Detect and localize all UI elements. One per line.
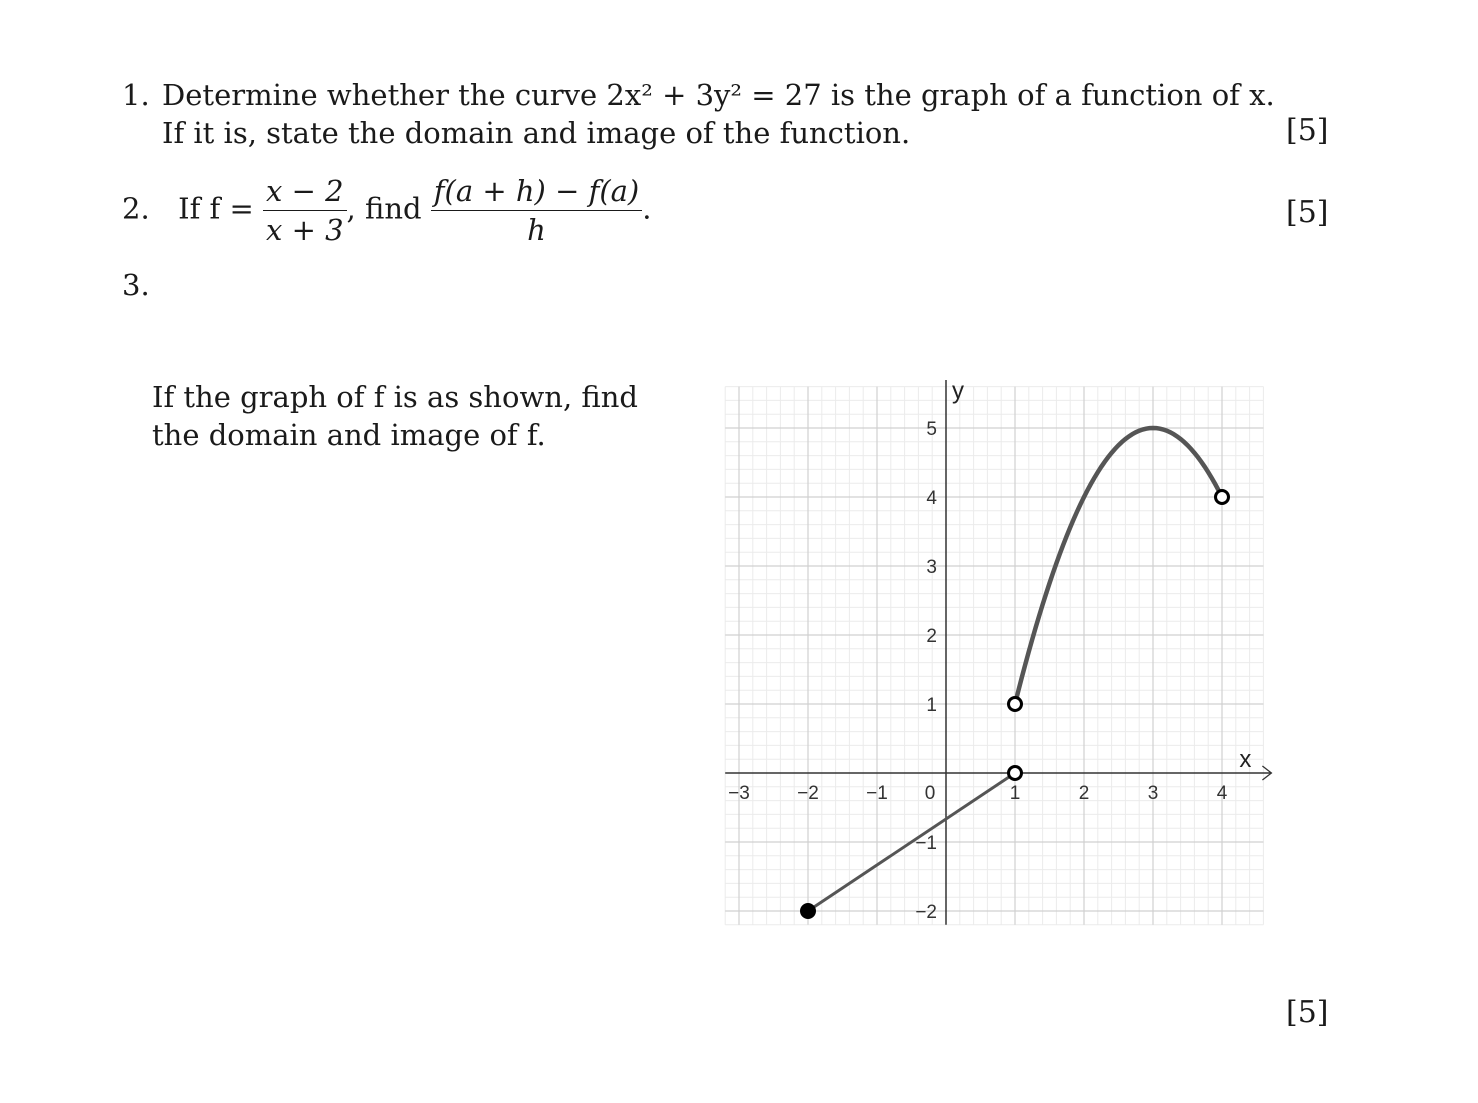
question-2-marks: [5] (1286, 195, 1329, 230)
grid-minor (725, 387, 1263, 925)
x-tick-label: 2 (1078, 783, 1090, 804)
open-endpoint (1216, 491, 1229, 504)
fraction-f (263, 172, 347, 249)
x-axis-label: x (1239, 746, 1252, 773)
question-3-text (152, 378, 638, 454)
question-1-text-line1: Determine whether the curve 2x² + 3y² = 27 is the graph of a function of x. (162, 78, 1275, 112)
question-3-text-line1: If the graph of f is as shown, find (152, 380, 638, 414)
fraction-f-numerator: x − 2 (263, 172, 347, 211)
question-2-mid: , find (346, 191, 422, 226)
y-tick-label: −1 (915, 833, 937, 854)
x-tick-label: −3 (728, 783, 750, 804)
question-2 (122, 172, 651, 249)
closed-endpoint (802, 905, 815, 918)
y-tick-label: 5 (926, 419, 937, 440)
question-3-text-line2: the domain and image of f. (152, 418, 546, 452)
open-endpoint (1009, 698, 1022, 711)
question-1-number: 1. (122, 78, 150, 112)
fraction-f-denominator: x + 3 (266, 213, 344, 247)
y-tick-label: 4 (926, 488, 937, 509)
question-2-number: 2. (122, 191, 150, 226)
y-tick-label: −2 (915, 902, 937, 923)
y-tick-label: 2 (926, 626, 937, 647)
question-1-marks: [5] (1286, 113, 1329, 148)
difference-quotient-numerator: f(a + h) − f(a) (431, 172, 642, 211)
function-graph (700, 380, 1280, 940)
question-2-suffix: . (642, 191, 652, 226)
question-1-text-line2: If it is, state the domain and image of the function. (162, 116, 911, 150)
difference-quotient (431, 172, 642, 249)
grid-major (725, 387, 1263, 925)
difference-quotient-denominator: h (527, 213, 546, 247)
x-tick-label: −2 (797, 783, 819, 804)
x-tick-label: 3 (1147, 783, 1159, 804)
question-3-number: 3. (122, 268, 150, 302)
question-2-prefix: If f = (178, 191, 254, 226)
axes (725, 380, 1271, 925)
question-3-marks: [5] (1286, 995, 1329, 1030)
x-tick-label: −1 (866, 783, 888, 804)
open-endpoint (1009, 767, 1022, 780)
y-axis-label: y (952, 380, 964, 405)
y-tick-label: 3 (926, 557, 937, 578)
x-tick-label: 1 (1009, 783, 1021, 804)
y-tick-label: 1 (926, 695, 937, 716)
x-tick-label: 0 (924, 783, 936, 804)
x-tick-label: 4 (1216, 783, 1228, 804)
